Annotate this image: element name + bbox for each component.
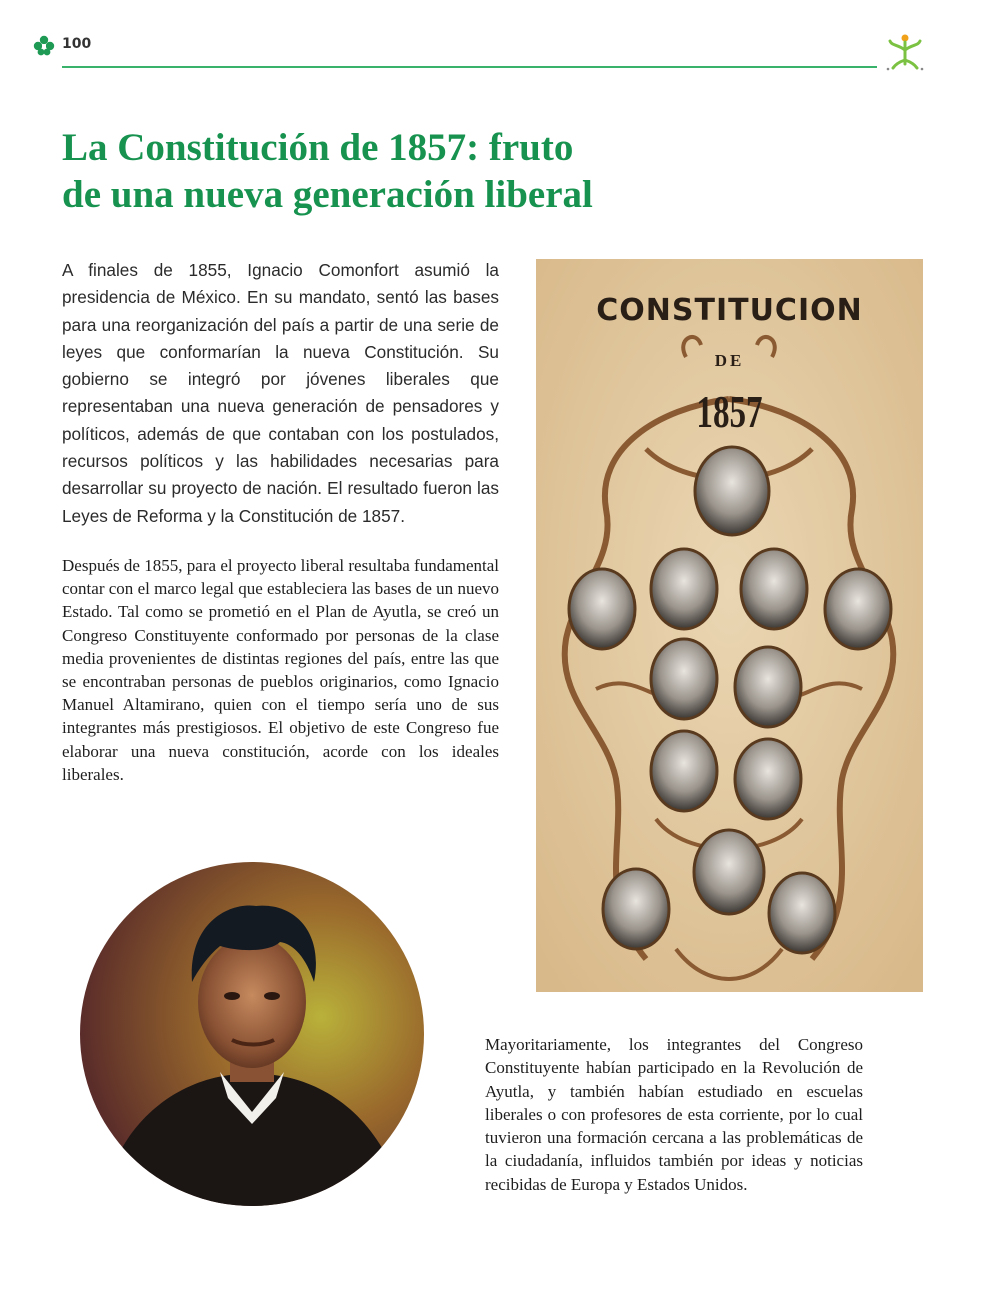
poster-heading: CONSTITUCION (596, 293, 863, 328)
header-rule (62, 66, 877, 68)
paragraph-intro: A finales de 1855, Ignacio Comonfort asumió la presidencia de México. En su mandato, sentó las bases para una reorganización del país a partir de una serie de leyes que conformarían la nueva Constitución. Su gobierno se integró por jóvenes liberales que representaban una nueva generación de pensadores y políticos, además de que contaban con los postulados, recursos políticos y las habilidades necesarias para desarrollar su proyecto de nación. El resultado fueron las Leyes de Reforma y la Constitución de 1857. (62, 260, 499, 526)
page-header (28, 30, 928, 70)
altamirano-portrait-image (80, 862, 424, 1206)
constitution-poster-image (536, 259, 923, 992)
sprout-figure-icon (885, 32, 925, 72)
clover-logo-icon (32, 34, 56, 58)
poster-de: DE (714, 351, 745, 370)
paragraph-members: Mayoritariamente, los integrantes del Congreso Constituyente habían participado en la Revolución de Ayutla, y también habían estudiado en escuelas liberales o con profesores de esta corriente, por lo cual tuvieron una formación cercana a las problemáticas de la ciudadanía, influidos también por ideas y noticias recibidas de Europa y Estados Unidos. (485, 1035, 863, 1194)
title-line-1: La Constitución de 1857: fruto (62, 126, 574, 169)
paragraph-congress: Después de 1855, para el proyecto liberal resultaba fundamental contar con el marco legal que estableciera las bases de un nuevo Estado. Tal como se prometió en el Plan de Ayutla, se creó un Congreso Constituyente conformado por personas de la clase media provenientes de distintas regiones del país, entre las que se encontraban personas de pueblos originarios, como Ignacio Manuel Altamirano, quien con el tiempo sería uno de sus integrantes más prestigiosos. El objetivo de este Congreso fue elaborar una nueva constitución, acorde con los ideales liberales. (62, 556, 499, 784)
portrait-painting (80, 862, 424, 1206)
page-title (62, 124, 682, 218)
page-number: 100 (62, 36, 92, 52)
poster-year: 1857 (696, 386, 763, 437)
title-line-2: de una nueva generación liberal (62, 173, 593, 216)
